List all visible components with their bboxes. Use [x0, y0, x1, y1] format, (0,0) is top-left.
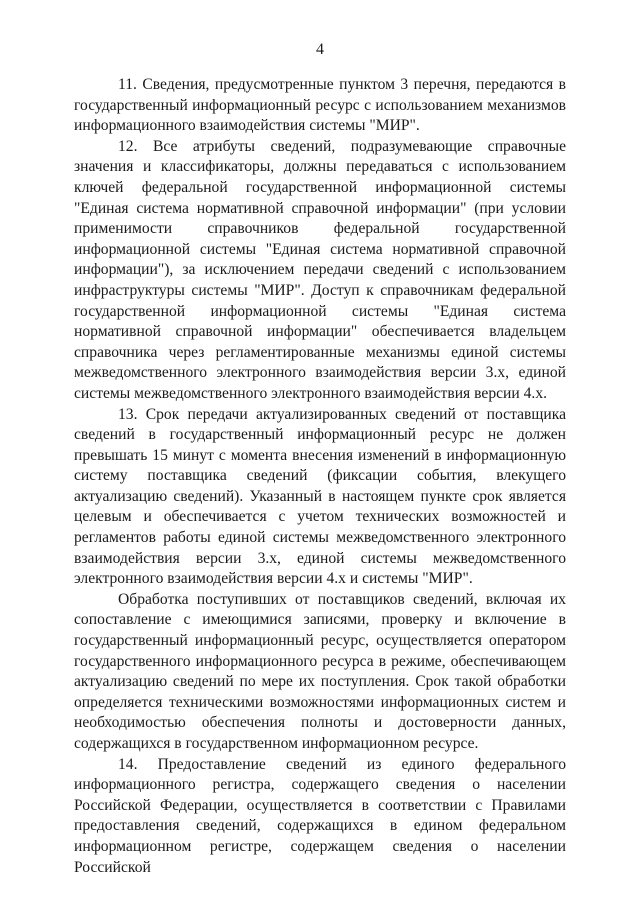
paragraph-item-14: 14. Предоставление сведений из единого федерального информационного регистра, содержащего сведения о населении Российской Федерации, осуществляется в соответствии с Правилами предоставления сведений, содержащихся в едином федеральном информационном регистре, содержащем сведения о населении Российской	[74, 755, 566, 876]
paragraph-item-12: 12. Все атрибуты сведений, подразумевающие справочные значения и классификаторы, должны передаваться с использованием ключей федеральной государственной информационной системы "Единая система нормативной справочной информации" (при условии применимости справочников федеральной государственной информационной системы "Единая система нормативной справочной информации"), за исключением передачи сведений с использованием инфраструктуры системы "МИР". Доступ к справочникам федеральной государственной информационной системы "Единая система нормативной справочной информации" обеспечивается владельцем справочника через регламентированные механизмы единой системы межведомственного электронного взаимодействия версии 3.х, единой системы межведомственного электронного взаимодействия версии 4.х.	[74, 137, 566, 402]
page-number: 4	[316, 41, 324, 58]
paragraph-processing: Обработка поступивших от поставщиков сведений, включая их сопоставление с имеющимися записями, проверку и включение в государственный информационный ресурс, осуществляется оператором государственного информационного ресурса в режиме, обеспечивающем актуализацию сведений по мере их поступления. Срок такой обработки определяется техническими возможностями информационных систем и необходимостью обеспечения полноты и достоверности данных, содержащихся в государственном информационном ресурсе.	[74, 590, 566, 752]
paragraph-item-11: 11. Сведения, предусмотренные пунктом 3 перечня, передаются в государственный информационный ресурс с использованием механизмов информационного взаимодействия системы "МИР".	[74, 76, 566, 135]
paragraph-item-13: 13. Срок передачи актуализированных сведений от поставщика сведений в государственный информационный ресурс не должен превышать 15 минут с момента внесения изменений в информационную систему поставщика сведений (фиксации события, влекущего актуализацию сведений). Указанный в настоящем пункте срок является целевым и обеспечивается с учетом технических возможностей и регламентов работы единой системы межведомственного электронного взаимодействия версии 3.х, единой системы межведомственного электронного взаимодействия версии 4.х и системы "МИР".	[74, 405, 566, 588]
document-body	[74, 75, 566, 878]
